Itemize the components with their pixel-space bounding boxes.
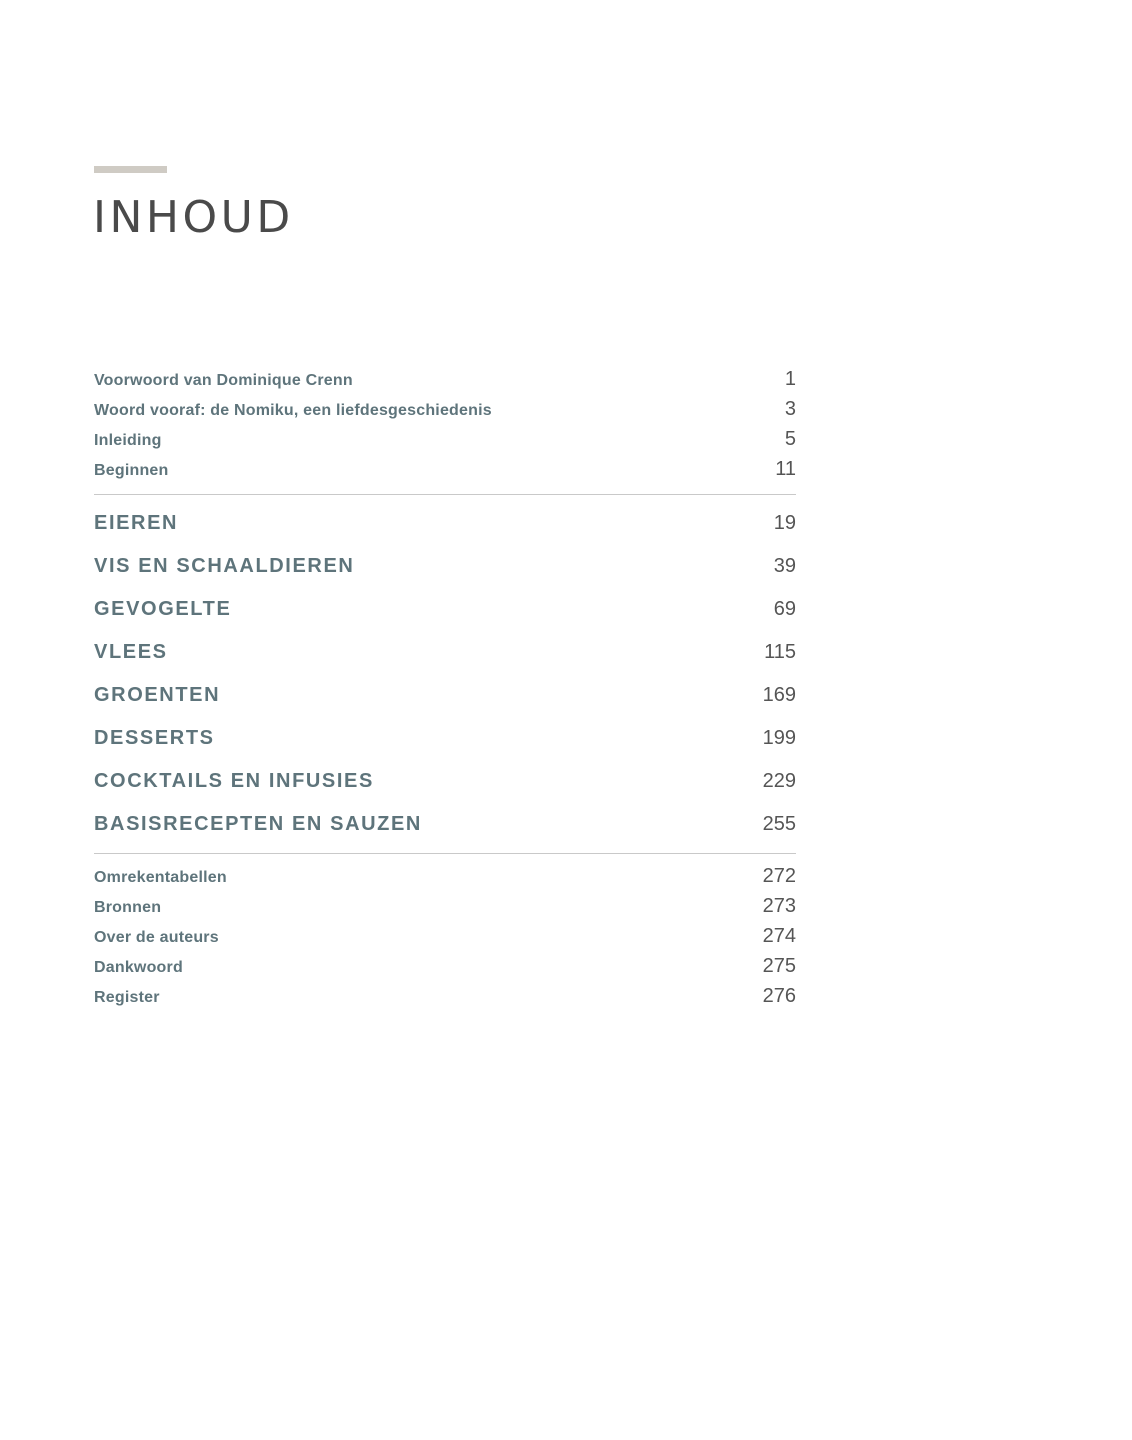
chapter-page: 69	[773, 598, 796, 620]
toc-entry-page: 3	[784, 398, 796, 420]
toc-entry-label: Bronnen	[94, 899, 162, 916]
toc-entry-page: 275	[762, 955, 796, 977]
chapter-label: VLEES	[94, 641, 168, 663]
chapter-page: 199	[762, 727, 796, 749]
toc-entry-page: 272	[762, 865, 796, 887]
toc-entry-page: 273	[762, 895, 796, 917]
toc-entry-label: Inleiding	[94, 432, 162, 449]
chapter-page: 169	[762, 684, 796, 706]
chapter-label: EIEREN	[94, 512, 179, 534]
section-divider	[94, 494, 796, 495]
toc-entry-page: 11	[775, 458, 796, 480]
toc-entry-page: 276	[762, 985, 796, 1007]
chapter-page: 39	[773, 555, 796, 577]
toc-entry[interactable]	[94, 424, 796, 454]
chapter-entry[interactable]	[94, 803, 796, 846]
table-of-contents	[94, 364, 796, 1011]
toc-entry-page: 5	[784, 428, 796, 450]
toc-entry[interactable]	[94, 951, 796, 981]
toc-entry-label: Voorwoord van Dominique Crenn	[94, 372, 353, 389]
chapter-label: DESSERTS	[94, 727, 215, 749]
chapter-entry[interactable]	[94, 674, 796, 717]
toc-entry-label: Dankwoord	[94, 959, 183, 976]
chapter-entry[interactable]	[94, 760, 796, 803]
chapter-page: 115	[764, 641, 796, 663]
toc-entry-label: Omrekentabellen	[94, 869, 227, 886]
chapter-list	[94, 502, 796, 846]
toc-entry-label: Woord vooraf: de Nomiku, een liefdesgeschiedenis	[94, 402, 492, 419]
page-title: INHOUD	[93, 192, 294, 243]
chapter-entry[interactable]	[94, 545, 796, 588]
toc-entry[interactable]	[94, 981, 796, 1011]
chapter-page: 255	[762, 813, 796, 835]
chapter-entry[interactable]	[94, 717, 796, 760]
toc-entry[interactable]	[94, 921, 796, 951]
toc-entry[interactable]	[94, 394, 796, 424]
toc-entry-page: 1	[784, 368, 796, 390]
chapter-page: 19	[773, 512, 796, 534]
front-matter-list	[94, 364, 796, 484]
chapter-page: 229	[762, 770, 796, 792]
toc-entry[interactable]	[94, 454, 796, 484]
chapter-label: COCKTAILS EN INFUSIES	[94, 770, 374, 792]
toc-entry[interactable]	[94, 891, 796, 921]
toc-entry-page: 274	[762, 925, 796, 947]
toc-entry-label: Over de auteurs	[94, 929, 219, 946]
chapter-label: VIS EN SCHAALDIEREN	[94, 555, 355, 577]
chapter-label: BASISRECEPTEN EN SAUZEN	[94, 813, 422, 835]
chapter-entry[interactable]	[94, 631, 796, 674]
section-divider	[94, 853, 796, 854]
toc-entry-label: Register	[94, 989, 160, 1006]
title-accent-bar	[94, 166, 167, 173]
toc-entry[interactable]	[94, 364, 796, 394]
toc-entry-label: Beginnen	[94, 462, 169, 479]
chapter-label: GEVOGELTE	[94, 598, 232, 620]
chapter-entry[interactable]	[94, 588, 796, 631]
chapter-label: GROENTEN	[94, 684, 221, 706]
chapter-entry[interactable]	[94, 502, 796, 545]
toc-entry[interactable]	[94, 861, 796, 891]
back-matter-list	[94, 861, 796, 1011]
